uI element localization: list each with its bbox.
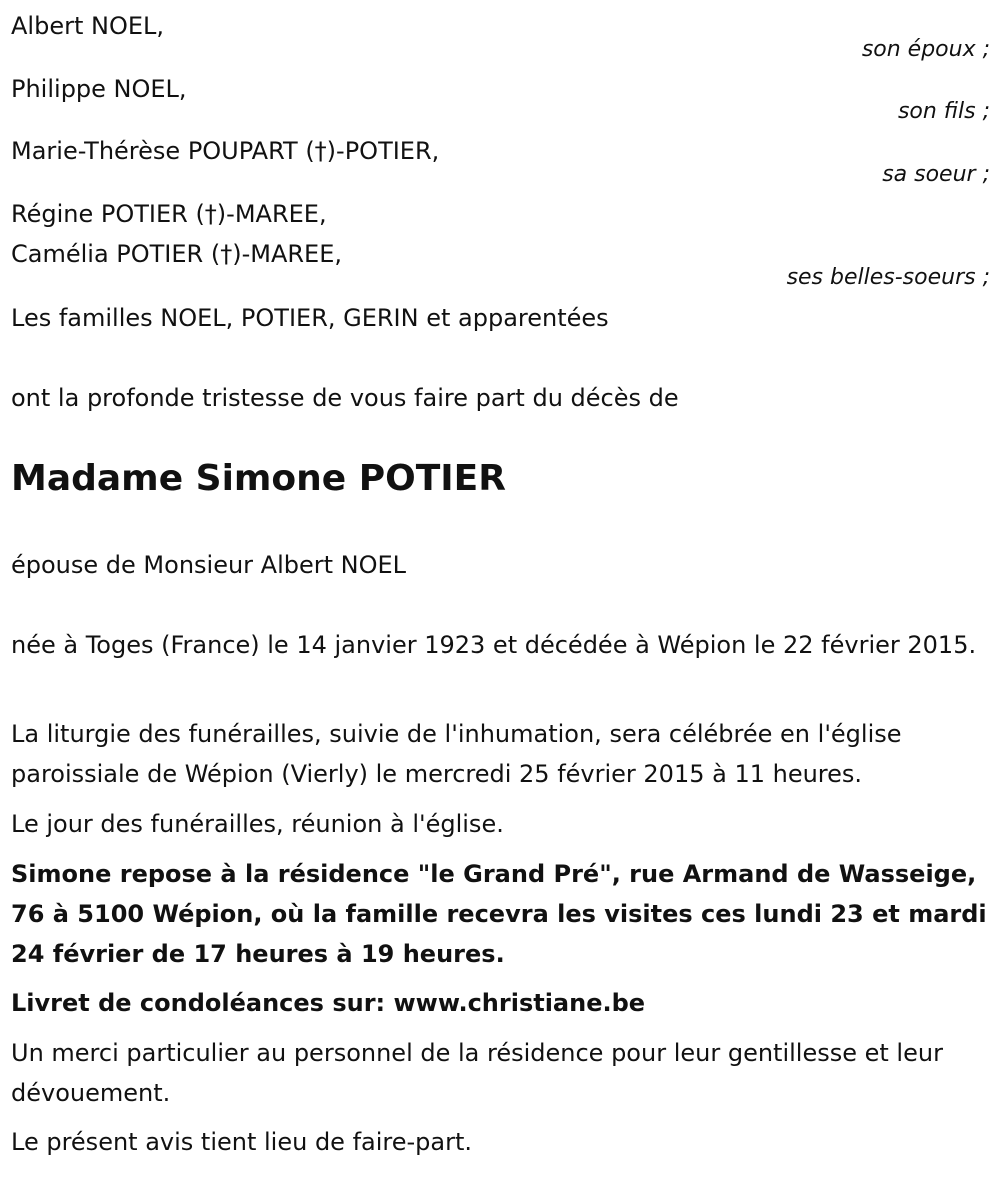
son-relation: son fils ; bbox=[897, 99, 990, 124]
sister-in-law-2: Camélia POTIER (†)-MAREE, bbox=[11, 240, 342, 268]
son-name: Philippe NOEL, bbox=[11, 75, 187, 103]
sister-in-law-1: Régine POTIER (†)-MAREE, bbox=[11, 200, 327, 228]
husband-name: Albert NOEL, bbox=[11, 12, 164, 40]
notice: Le présent avis tient lieu de faire-part. bbox=[11, 1128, 473, 1156]
announcement: ont la profonde tristesse de vous faire part du décès de bbox=[11, 384, 679, 412]
visitation: Simone repose à la résidence "le Grand Pré", rue Armand de Wasseige, 76 à 5100 Wépion, où la famille recevra les visites ces lundi 23 et mardi 24 février de 17 heures à 19 heures. bbox=[11, 860, 987, 968]
sister-name: Marie-Thérèse POUPART (†)-POTIER, bbox=[11, 137, 440, 165]
deceased-name: Madame Simone POTIER bbox=[11, 458, 506, 499]
thanks: Un merci particulier au personnel de la résidence pour leur gentillesse et leur dévouement. bbox=[11, 1039, 943, 1107]
spouse-line: épouse de Monsieur Albert NOEL bbox=[11, 551, 407, 579]
condolences: Livret de condoléances sur: www.christiane.be bbox=[11, 989, 646, 1017]
meeting: Le jour des funérailles, réunion à l'église. bbox=[11, 810, 504, 838]
husband-relation: son époux ; bbox=[861, 37, 990, 62]
birth-death: née à Toges (France) le 14 janvier 1923 et décédée à Wépion le 22 février 2015. bbox=[11, 631, 977, 659]
families-line: Les familles NOEL, POTIER, GERIN et apparentées bbox=[11, 304, 609, 332]
liturgy: La liturgie des funérailles, suivie de l'inhumation, sera célébrée en l'église paroissiale de Wépion (Vierly) le mercredi 25 février 2015 à 11 heures. bbox=[11, 720, 902, 788]
sister-relation: sa soeur ; bbox=[882, 162, 990, 187]
sisters-in-law-relation: ses belles-soeurs ; bbox=[786, 265, 990, 290]
